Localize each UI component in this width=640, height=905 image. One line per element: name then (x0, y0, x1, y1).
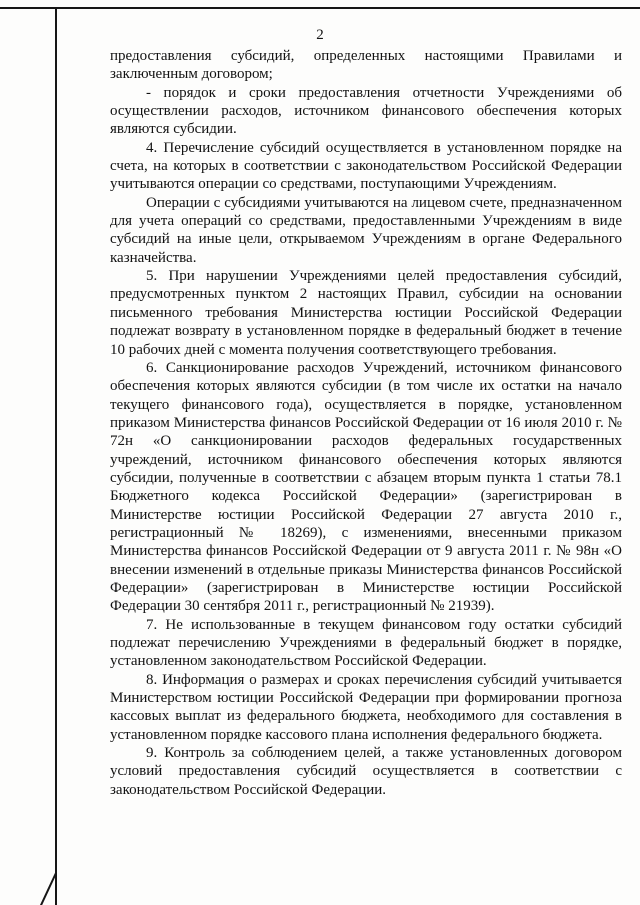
document-body (110, 47, 622, 799)
paragraph-item-5: 5. При нарушении Учреждениями целей предоставления субсидий, предусмотренных пунктом 2 настоящих Правил, субсидии на основании письменного требования Министерства юстиции Российской Федерации подлежат возврату в установленном порядке в федеральный бюджет в течение 10 рабочих дней с момента получения соответствующего требования. (110, 268, 622, 358)
paragraph-item-4: 4. Перечисление субсидий осуществляется в установленном порядке на счета, на которых в соответствии с законодательством Российской Федерации учитываются операции со средствами, поступающими Учреждениям. (110, 139, 622, 193)
paragraph-item-4a: Операции с субсидиями учитываются на лицевом счете, предназначенном для учета операций со средствами, предоставленными Учреждениям в виде субсидий на иные цели, открываемом Учреждениям в органе Федерального казначейства. (110, 194, 622, 266)
scan-border-top (0, 7, 640, 9)
paragraph-continuation: предоставления субсидий, определенных настоящими Правилами и заключенным договором; (110, 48, 622, 83)
paragraph-dash-item: - порядок и сроки предоставления отчетности Учреждениями об осуществлении расходов, источником финансового обеспечения которых являются субсидии. (110, 84, 622, 138)
paragraph-item-8: 8. Информация о размерах и сроках перечисления субсидий учитывается Министерством юстиции Российской Федерации при формировании прогноза кассовых выплат из федерального бюджета, необходимого для составления в установленном порядке кассового плана исполнения федерального бюджета. (110, 671, 622, 743)
scan-border-left (55, 7, 57, 905)
paragraph-item-7: 7. Не использованные в текущем финансовом году остатки субсидий подлежат перечислению Учреждениями в федеральный бюджет в порядке, установленном законодательством Российской Федерации. (110, 616, 622, 670)
paragraph-item-6: 6. Санкционирование расходов Учреждений, источником финансового обеспечения которых являются субсидии (в том числе их остатки на начало текущего финансового года), осуществляется в порядке, установленном приказом Министерства финансов Российской Федерации от 16 июля 2010 г. № 72н «О санкционировании расходов федеральных государственных учреждений, источником финансового обеспечения которых являются субсидии, полученные в соответствии с абзацем вторым пункта 1 статьи 78.1 Бюджетного кодекса Российской Федерации» (зарегистрирован в Министерстве юстиции Российской Федерации 27 августа 2010 г., регистрационный № 18269), с изменениями, внесенными приказом Министерства финансов Российской Федерации от 9 августа 2011 г. № 98н «О внесении изменений в отдельные приказы Министерства финансов Российской Федерации» (зарегистрирован в Министерстве юстиции Российской Федерации 30 сентября 2011 г., регистрационный № 21939). (110, 359, 622, 615)
page-number: 2 (316, 27, 324, 43)
paragraph-item-9: 9. Контроль за соблюдением целей, а также установленных договором условий предоставления субсидий осуществляется в соответствии с законодательством Российской Федерации. (110, 745, 622, 798)
